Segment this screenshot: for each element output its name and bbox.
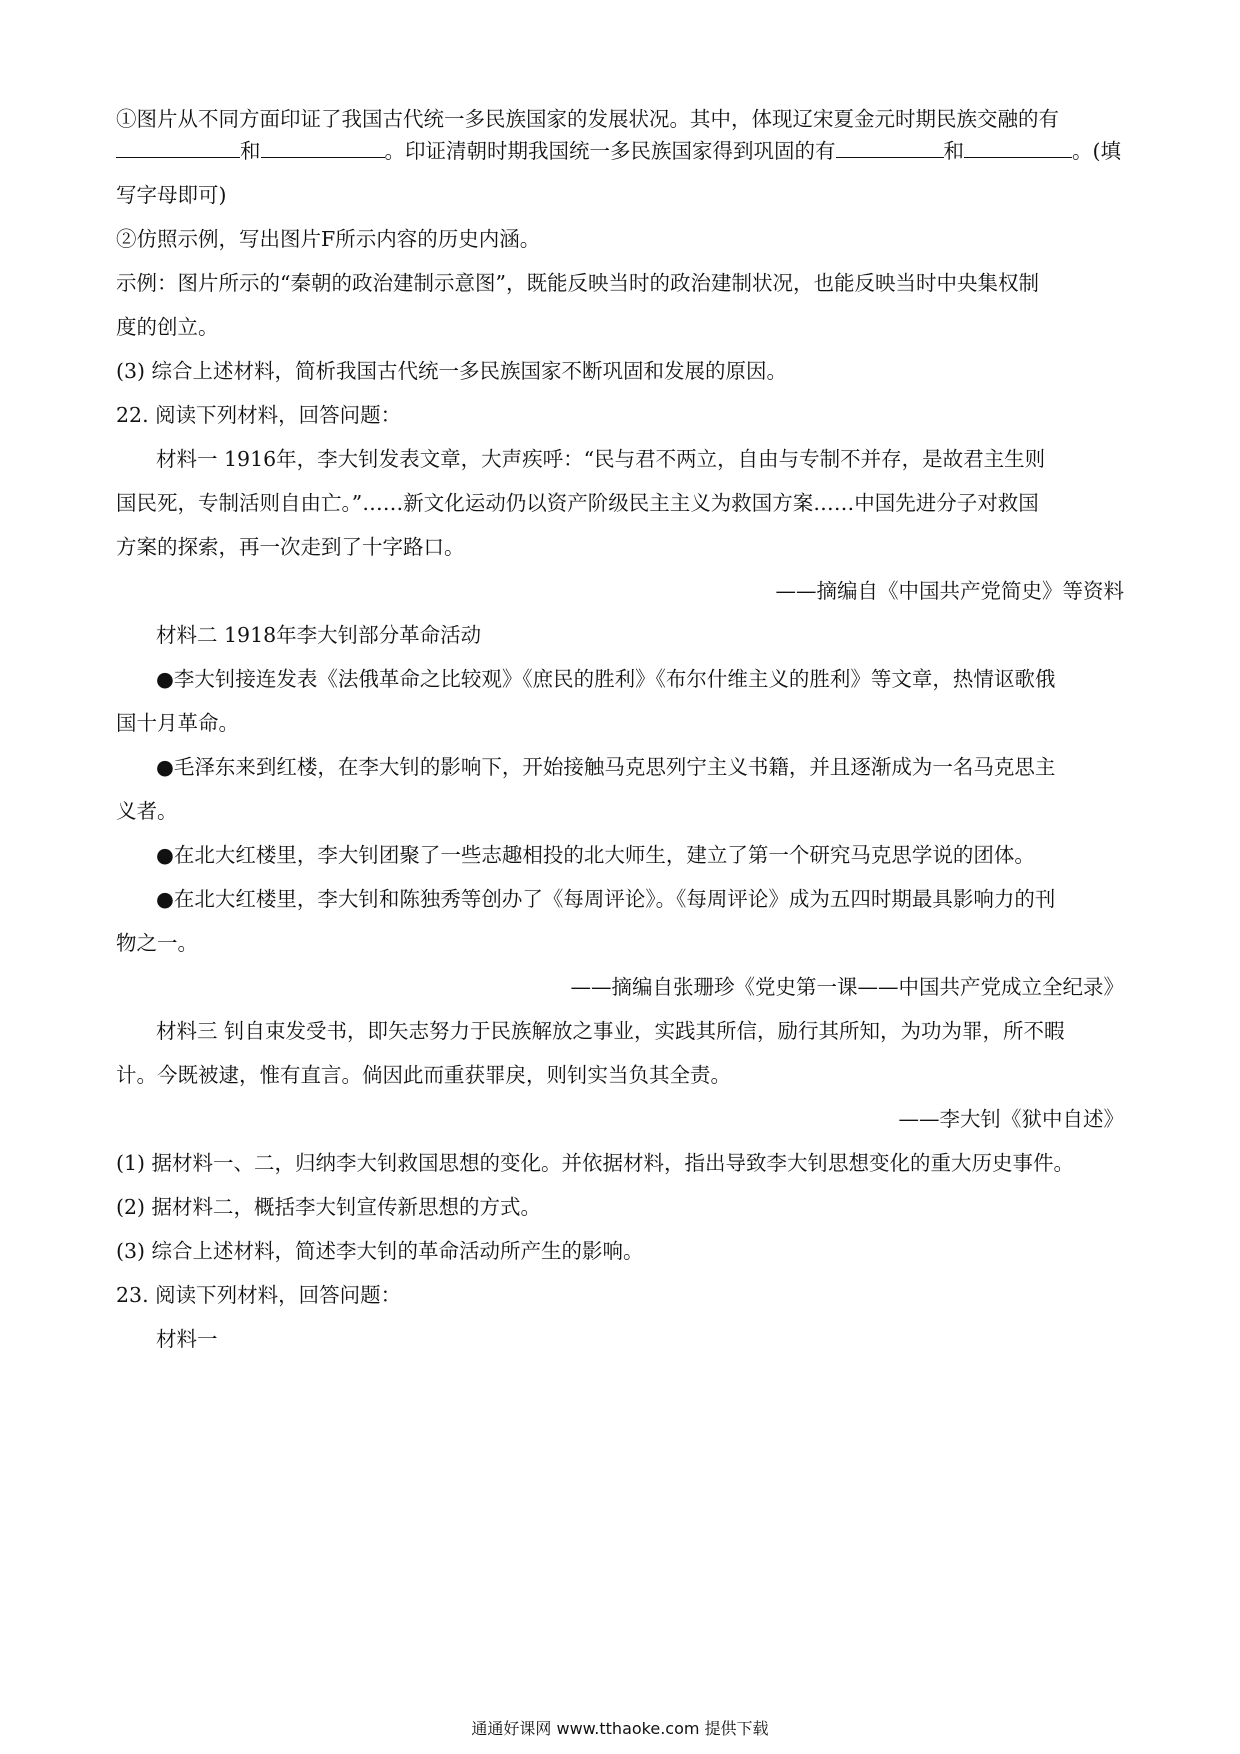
answer-blank-4[interactable] <box>964 137 1072 158</box>
q22-material1-line3: 方案的探索，再一次走到了十字路口。 <box>116 535 465 559</box>
answer-blank-3[interactable] <box>836 137 944 158</box>
footer-download-note: 通通好课网 www.tthaoke.com 提供下载 <box>471 1719 769 1738</box>
q21-sub1-line1: ①图片从不同方面印证了我国古代统一多民族国家的发展状况。其中，体现辽宋夏金元时期民族交融的有 <box>116 107 1059 131</box>
q22-question2: (2) 据材料二，概括李大钊宣传新思想的方式。 <box>116 1195 542 1219</box>
mid-text: 。印证清朝时期我国统一多民族国家得到巩固的有 <box>384 139 836 163</box>
q22-question1: (1) 据材料一、二，归纳李大钊救国思想的变化。并依据材料，指出导致李大钊思想变化的重大历史事件。 <box>116 1151 1075 1175</box>
and-text-2: 和 <box>943 139 964 163</box>
answer-blank-2[interactable] <box>261 137 385 158</box>
q22-material2-bullet4-line1: ●在北大红楼里，李大钊和陈独秀等创办了《每周评论》。《每周评论》成为五四时期最具影响力的刊 <box>156 887 1056 911</box>
q21-example-line1: 示例：图片所示的“秦朝的政治建制示意图”，既能反映当时的政治建制状况，也能反映当时中央集权制 <box>116 271 1039 295</box>
q23-title: 23. 阅读下列材料，回答问题： <box>116 1283 402 1307</box>
q22-material2-bullet1-line1: ●李大钊接连发表《法俄革命之比较观》《庶民的胜利》《布尔什维主义的胜利》等文章，热情讴歌俄 <box>156 667 1056 691</box>
answer-blank-1[interactable] <box>116 137 240 158</box>
q22-question3: (3) 综合上述材料，简述李大钊的革命活动所产生的影响。 <box>116 1239 644 1263</box>
q22-material2-bullet2-line1: ●毛泽东来到红楼，在李大钊的影响下，开始接触马克思列宁主义书籍，并且逐渐成为一名马克思主 <box>156 755 1056 779</box>
q23-material1-label: 材料一 <box>156 1327 218 1351</box>
q22-material2-source: ——摘编自张珊珍《党史第一课——中国共产党成立全纪录》 <box>570 975 1124 999</box>
q22-material2-bullet4-line2: 物之一。 <box>116 931 198 955</box>
q22-material2-title: 材料二 1918年李大钊部分革命活动 <box>156 623 482 647</box>
q21-sub1-line3: 写字母即可) <box>116 183 227 207</box>
q22-material2-bullet1-line2: 国十月革命。 <box>116 711 239 735</box>
end-text: 。(填 <box>1072 139 1121 163</box>
and-text-1: 和 <box>240 139 261 163</box>
q21-sub1-line2 <box>116 136 1126 166</box>
q22-material1-line2: 国民死，专制活则自由亡。”……新文化运动仍以资产阶级民主主义为救国方案……中国先进分子对救国 <box>116 491 1039 515</box>
q22-material1-source: ——摘编自《中国共产党简史》等资料 <box>775 579 1124 603</box>
q21-sub2: ②仿照示例，写出图片F所示内容的历史内涵。 <box>116 227 541 251</box>
q21-example-line2: 度的创立。 <box>116 315 219 339</box>
q22-material2-bullet3: ●在北大红楼里，李大钊团聚了一些志趣相投的北大师生，建立了第一个研究马克思学说的团体。 <box>156 843 1035 867</box>
q22-material3-source: ——李大钊《狱中自述》 <box>898 1107 1124 1131</box>
q22-material2-bullet2-line2: 义者。 <box>116 799 178 823</box>
q21-sub3: (3) 综合上述材料，简析我国古代统一多民族国家不断巩固和发展的原因。 <box>116 359 788 383</box>
q22-material1-line1: 材料一 1916年，李大钊发表文章，大声疾呼：“民与君不两立，自由与专制不并存，是故君主生则 <box>156 447 1046 471</box>
q22-material3-line2: 计。今既被逮，惟有直言。倘因此而重获罪戾，则钊实当负其全责。 <box>116 1063 731 1087</box>
q22-material3-line1: 材料三 钊自束发受书，即矢志努力于民族解放之事业，实践其所信，励行其所知，为功为罪，所不暇 <box>156 1019 1065 1043</box>
q22-title: 22. 阅读下列材料，回答问题： <box>116 403 402 427</box>
